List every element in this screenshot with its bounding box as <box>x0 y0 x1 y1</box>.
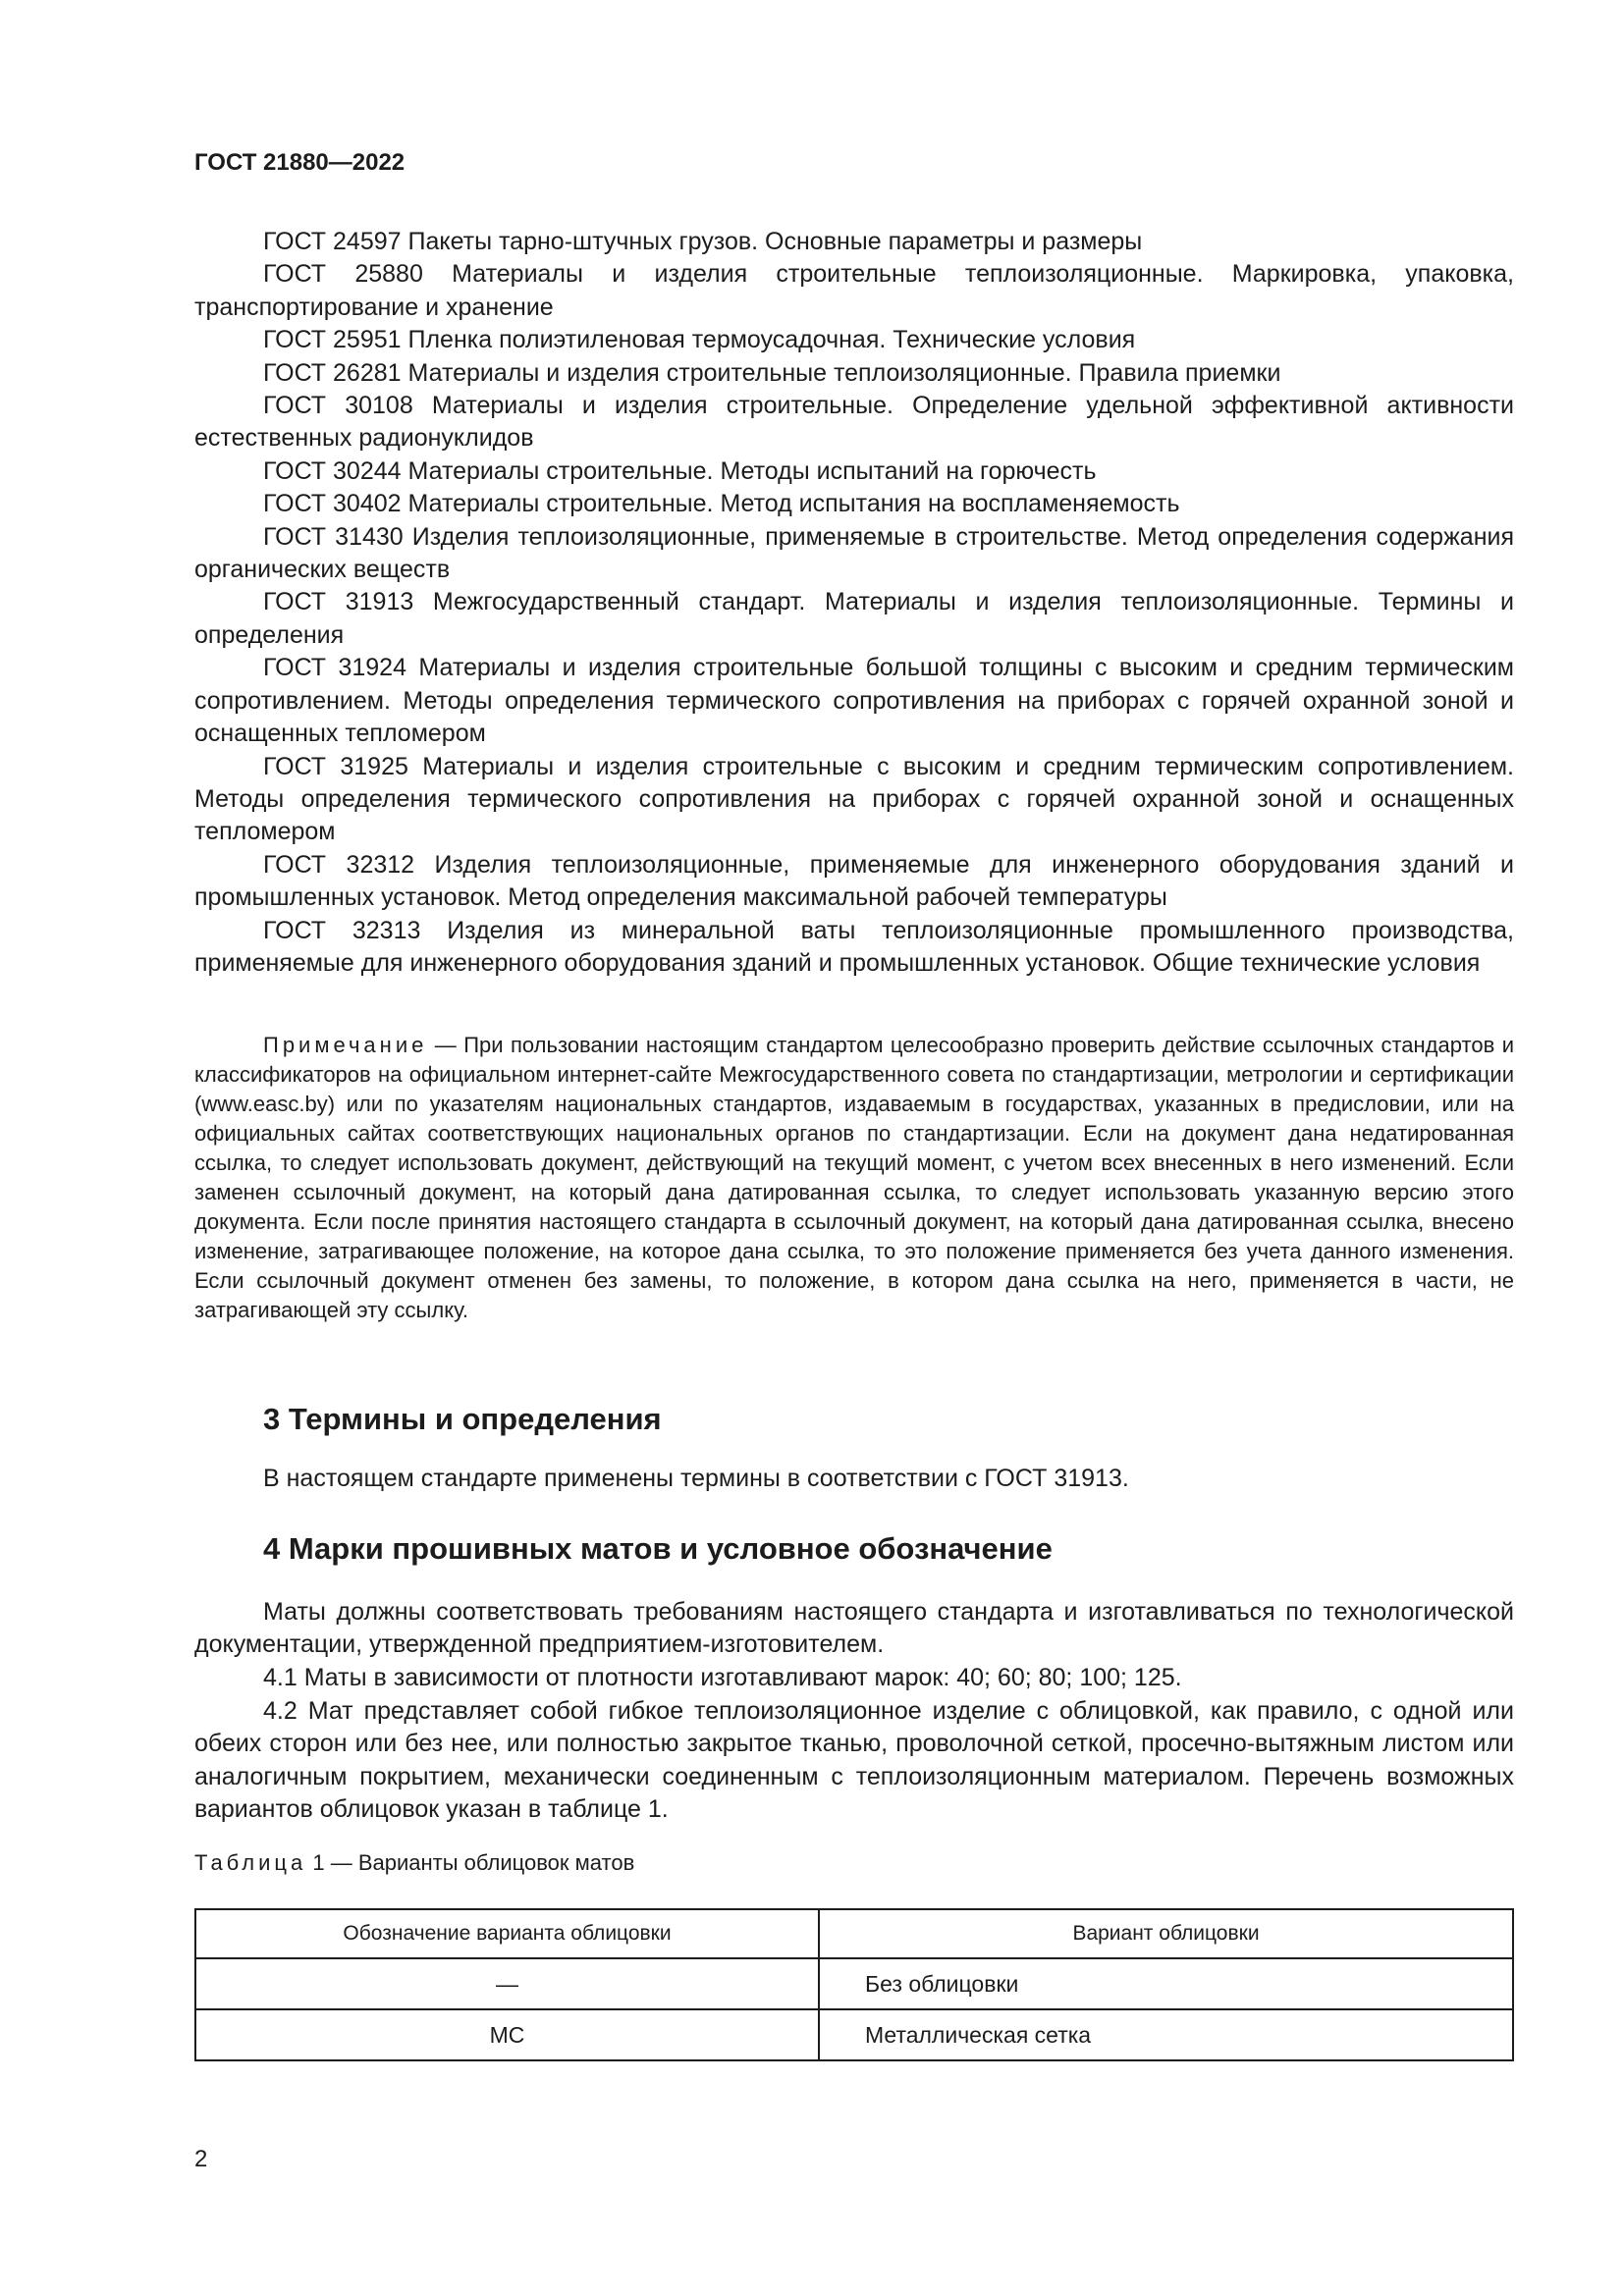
normative-references-list <box>194 226 1514 980</box>
table-caption-text: 1 — Варианты облицовок матов <box>306 1850 635 1875</box>
note-paragraph <box>194 1031 1514 1325</box>
section-3-text: В настоящем стандарте применены термины в соответствии с ГОСТ 31913. <box>263 1465 1129 1492</box>
reference-item: ГОСТ 30402 Материалы строительные. Метод испытания на воспламеняемость <box>263 490 1180 518</box>
table-header-cell: Обозначение варианта облицовки <box>195 1909 819 1958</box>
section-3-heading: 3 Термины и определения <box>263 1402 662 1436</box>
section-4-paragraph-1: Маты должны соответствовать требованиям настоящего стандарта и изготавливаться по технологической документации, утвержденной предприятием-изготовителем. <box>194 1598 1514 1659</box>
reference-item: ГОСТ 31430 Изделия теплоизоляционные, применяемые в строительстве. Метод определения содержания органических веществ <box>194 522 1514 584</box>
reference-item: ГОСТ 25951 Пленка полиэтиленовая термоусадочная. Технические условия <box>263 326 1136 354</box>
table-cell-variant: Без облицовки <box>819 1958 1513 2009</box>
table-cell-code: — <box>195 1958 819 2009</box>
table-caption-label: Таблица <box>194 1850 307 1875</box>
table-cell-variant: Металлическая сетка <box>819 2009 1513 2060</box>
note-label: Примечание <box>263 1033 428 1057</box>
reference-item: ГОСТ 26281 Материалы и изделия строительные теплоизоляционные. Правила приемки <box>263 358 1281 387</box>
reference-item: ГОСТ 31924 Материалы и изделия строительные большой толщины с высоким и средним термическим сопротивлением. Методы определения термического сопротивления на приборах с горячей охранной зоной и оснащенных тепломером <box>194 654 1514 748</box>
reference-item: ГОСТ 32313 Изделия из минеральной ваты теплоизоляционные промышленного производства, применяемые для инженерного оборудования зданий и промышленных установок. Общие технические условия <box>194 916 1514 977</box>
reference-item: ГОСТ 30244 Материалы строительные. Методы испытаний на горючесть <box>263 456 1097 485</box>
section-4-paragraph-2: 4.1 Маты в зависимости от плотности изготавливают марок: 40; 60; 80; 100; 125. <box>263 1664 1182 1691</box>
page-number: 2 <box>194 2146 208 2172</box>
page-header: ГОСТ 21880—2022 <box>194 149 406 176</box>
table-row <box>195 1958 1513 2009</box>
reference-item: ГОСТ 30108 Материалы и изделия строительные. Определение удельной эффективной активности естественных радионуклидов <box>194 392 1514 453</box>
table-row <box>195 2009 1513 2060</box>
reference-item: ГОСТ 31925 Материалы и изделия строительные с высоким и средним термическим сопротивлением. Методы определения термического сопротивления на приборах с горячей охранной зоной и оснащенных тепломером <box>194 752 1514 846</box>
reference-item: ГОСТ 31913 Межгосударственный стандарт. Материалы и изделия теплоизоляционные. Термины и определения <box>194 588 1514 649</box>
reference-item: ГОСТ 25880 Материалы и изделия строительные теплоизоляционные. Маркировка, упаковка, транспортирование и хранение <box>194 260 1514 321</box>
table-header-cell: Вариант облицовки <box>819 1909 1513 1958</box>
section-4-paragraph-3: 4.2 Мат представляет собой гибкое теплоизоляционное изделие с облицовкой, как правило, с одной или обеих сторон или без нее, или полностью закрытое тканью, проволочной сеткой, просечно-вытяжным листом или аналогичным покрытием, механически соединенным с теплоизоляционным материалом. Перечень возможных вариантов облицовок указан в таблице 1. <box>194 1697 1514 1824</box>
facing-variants-table <box>194 1908 1514 2061</box>
table-cell-code: МС <box>195 2009 819 2060</box>
reference-item: ГОСТ 32312 Изделия теплоизоляционные, применяемые для инженерного оборудования зданий и промышленных установок. Метод определения максимальной рабочей температуры <box>194 850 1514 912</box>
table-header-row <box>195 1909 1513 1958</box>
reference-item: ГОСТ 24597 Пакеты тарно-штучных грузов. Основные параметры и размеры <box>263 228 1143 255</box>
section-4-heading: 4 Марки прошивных матов и условное обозначение <box>263 1531 1053 1566</box>
note-text: — При пользовании настоящим стандартом целесообразно проверить действие ссылочных стандартов и классификаторов на официальном интернет-сайте Межгосударственного совета по стандартизации, метрологии и сертификации (www.easc.by) или по указателям национальных стандартов, издаваемым в государствах, указанных в предисловии, или на официальных сайтах соответствующих национальных органов по стандартизации. Если на документ дана недатированная ссылка, то следует использовать документ, действующий на текущий момент, с учетом всех внесенных в него изменений. Если заменен ссылочный документ, на который дана датированная ссылка, то следует использовать указанную версию этого документа. Если после принятия настоящего стандарта в ссылочный документ, на который дана датированная ссылка, внесено изменение, затрагивающее положение, на которое дана ссылка, то это положение применяется без учета данного изменения. Если ссылочный документ отменен без замены, то положение, в котором дана ссылка на него, применяется в части, не затрагивающей эту ссылку. <box>194 1033 1514 1322</box>
table-caption <box>194 1850 634 1876</box>
